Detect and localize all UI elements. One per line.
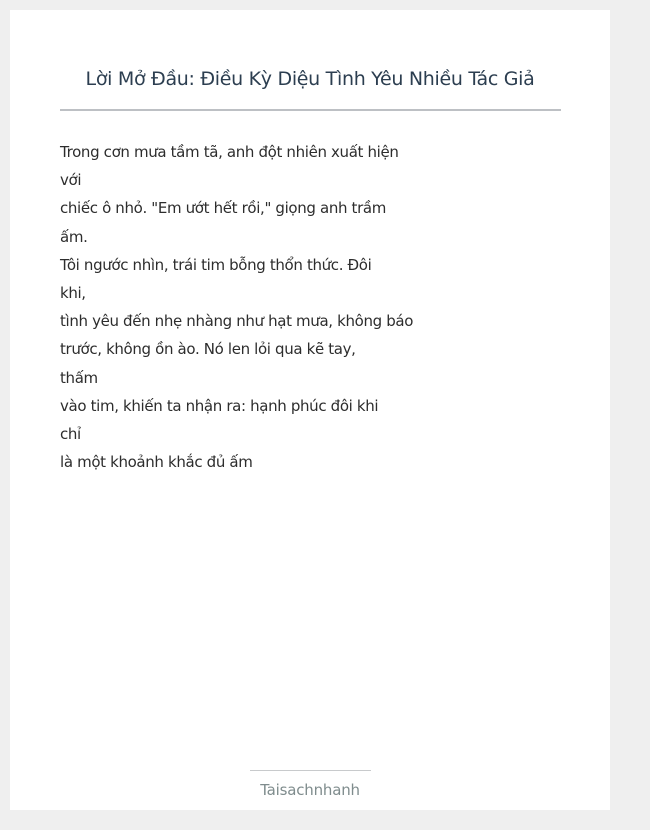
body-line: chỉ: [60, 425, 81, 444]
body-line: trước, không ồn ào. Nó len lỏi qua kẽ tay,: [60, 340, 356, 359]
body-line: thấm: [60, 368, 98, 387]
body-line: Trong cơn mưa tầm tã, anh đột nhiên xuất hiện: [60, 143, 399, 161]
body-line: khi,: [60, 284, 86, 303]
page-title: Lời Mở Đầu: Điều Kỳ Diệu Tình Yêu Nhiều Tác Giả: [85, 68, 535, 90]
title-divider: [60, 109, 561, 111]
footer-divider: [250, 770, 371, 771]
body-line: Tôi ngước nhìn, trái tim bỗng thổn thức. Đôi: [60, 255, 372, 274]
body-line: ấm.: [60, 227, 88, 246]
body-line: tình yêu đến nhẹ nhàng như hạt mưa, không báo: [60, 312, 414, 331]
body-line: vào tim, khiến ta nhận ra: hạnh phúc đôi khi: [60, 396, 379, 415]
footer-source: Taisachnhanh: [260, 781, 360, 799]
body-line: chiếc ô nhỏ. "Em ướt hết rồi," giọng anh trầm: [60, 199, 386, 218]
body-text: [60, 138, 420, 476]
body-line: là một khoảnh khắc đủ ấm: [60, 453, 253, 472]
document-page: [10, 10, 610, 810]
body-line: với: [60, 171, 82, 190]
